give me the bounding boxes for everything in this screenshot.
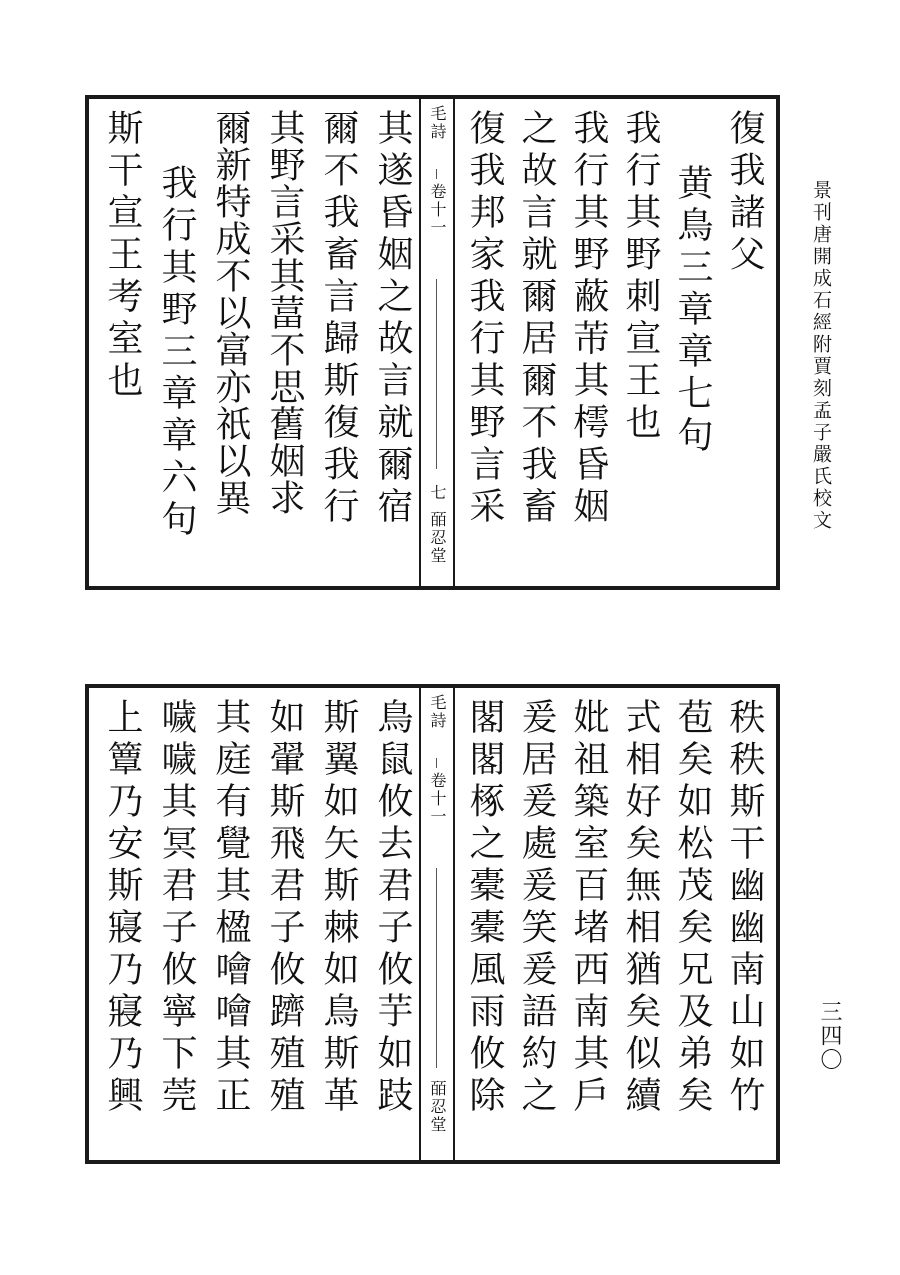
strip-studio-name: 皕忍堂 bbox=[428, 511, 447, 565]
text-column: 秩秩斯干幽幽南山如竹 bbox=[724, 698, 765, 1118]
text-column: 爾不我畜言歸斯復我行 bbox=[318, 109, 359, 529]
center-fold-strip bbox=[419, 688, 455, 1160]
text-column: 爰居爰處爰笑爰語約之 bbox=[516, 698, 557, 1118]
text-column: 苞矣如松茂矣兄及弟矣 bbox=[672, 698, 713, 1118]
text-column: 我行其野三章章六句 bbox=[156, 164, 197, 542]
strip-volume: 卷十一 bbox=[428, 183, 447, 237]
center-fold-strip bbox=[419, 99, 455, 586]
page-title: 景刊唐開成石經附賈刻孟子嚴氏校文 bbox=[810, 180, 832, 532]
text-column: 之故言就爾居爾不我畜 bbox=[516, 109, 557, 529]
fold-mark bbox=[436, 279, 437, 469]
fold-mark bbox=[436, 868, 437, 1068]
page-number: 三四〇 bbox=[817, 1000, 842, 1072]
text-column: 鳥鼠攸去君子攸芋如跂 bbox=[372, 698, 413, 1118]
strip-volume: 卷十一 bbox=[428, 772, 447, 826]
text-column: 其野言采其葍不思舊姻求 bbox=[264, 109, 305, 516]
strip-leaf-number: 七 bbox=[428, 484, 447, 502]
text-column: 妣祖築室百堵西南其戶 bbox=[568, 698, 609, 1118]
text-column: 上簟乃安斯寢乃寢乃興 bbox=[102, 698, 143, 1118]
strip-book-title: 毛詩 bbox=[428, 694, 447, 730]
text-column: 復我邦家我行其野言采 bbox=[464, 109, 505, 529]
text-column: 斯干宣王考室也 bbox=[102, 109, 143, 403]
text-column: 其庭有覺其楹噲噲其正 bbox=[210, 698, 251, 1118]
text-column: 其遂昏姻之故言就爾宿 bbox=[372, 109, 413, 529]
text-column: 噦噦其冥君子攸寧下莞 bbox=[156, 698, 197, 1118]
text-column: 如翬斯飛君子攸躋殖殖 bbox=[264, 698, 305, 1118]
strip-studio-name: 皕忍堂 bbox=[428, 1080, 447, 1134]
top-text-panel bbox=[85, 95, 780, 590]
fold-mark bbox=[436, 169, 437, 179]
text-column: 式相好矣無相猶矣似續 bbox=[620, 698, 661, 1118]
bottom-text-panel bbox=[85, 684, 780, 1164]
text-column: 爾新特成不以富亦祇以異 bbox=[210, 109, 251, 516]
text-column: 斯翼如矢斯棘如鳥斯革 bbox=[318, 698, 359, 1118]
text-column: 黄鳥三章章七句 bbox=[672, 164, 713, 458]
fold-mark bbox=[436, 758, 437, 768]
text-column: 我行其野刺宣王也 bbox=[620, 109, 661, 445]
text-column: 復我諸父 bbox=[724, 109, 765, 277]
text-column: 閣閣椓之橐橐風雨攸除 bbox=[464, 698, 505, 1118]
text-column: 我行其野蔽芾其樗昏姻 bbox=[568, 109, 609, 529]
strip-book-title: 毛詩 bbox=[428, 105, 447, 141]
